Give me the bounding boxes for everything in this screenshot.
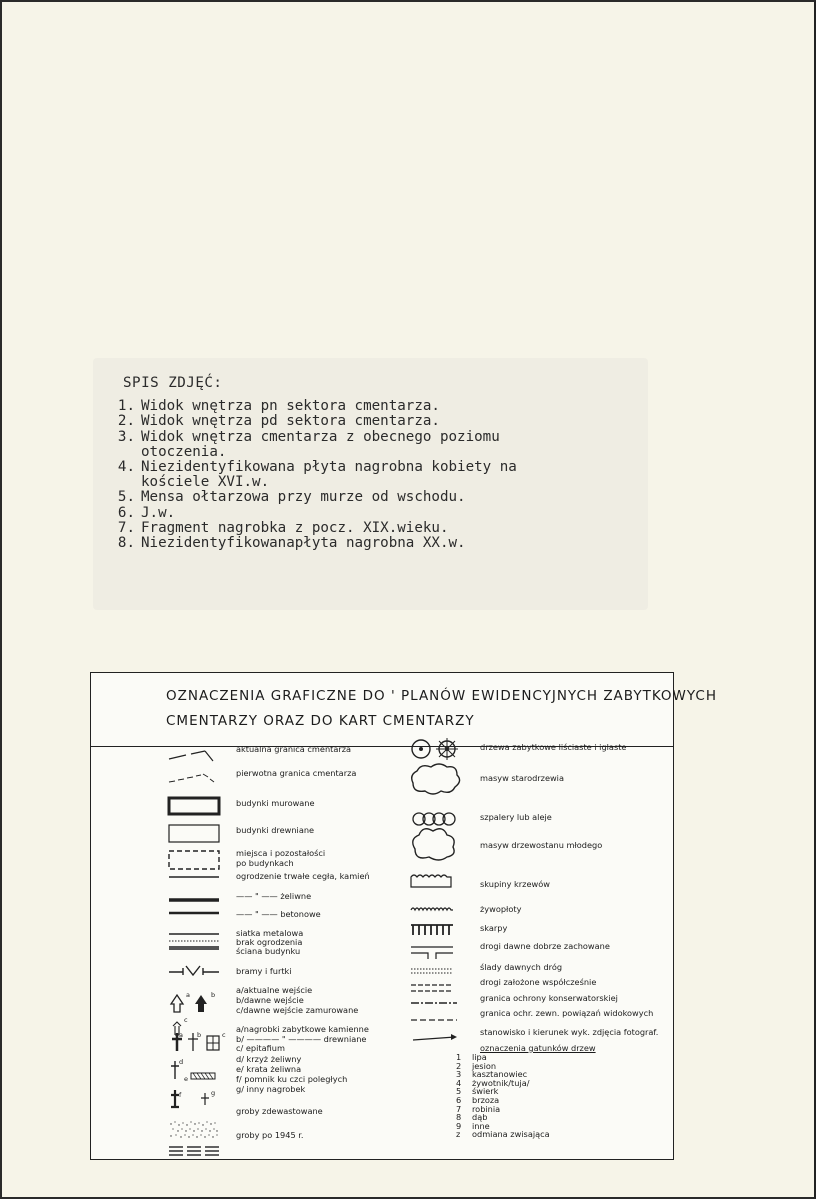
photo-list-item-number: 8. [117, 535, 135, 552]
legend-left-label-4: miejsca i pozostałości [236, 848, 326, 858]
legend-right-label-6: skarpy [480, 923, 508, 933]
entrance-current-icon [171, 995, 183, 1012]
grave-mark-e: e [184, 1075, 188, 1083]
tree-species-row [456, 1079, 550, 1088]
tree-species-name: lipa [472, 1052, 487, 1062]
photo-list-item [117, 489, 643, 506]
legend-left-label-19: d/ krzyż żeliwny [236, 1054, 302, 1064]
legend-left-label-10: brak ogrodzenia [236, 937, 303, 947]
photo-list-item-number: 3. [117, 428, 135, 445]
gates-icon [169, 966, 219, 975]
photo-list-item-number: 5. [117, 489, 135, 506]
legend-left-label-23: groby zdewastowane [236, 1106, 323, 1116]
current-boundary-icon [169, 751, 213, 761]
tree-species-row [456, 1130, 550, 1139]
tree-species-row [456, 1087, 550, 1096]
gate-mark-b: b [211, 991, 216, 999]
legend-right-label-0: drzewa zabytkowe liściaste i iglaste [480, 742, 627, 752]
legend-left-label-12: bramy i furtki [236, 966, 292, 976]
conifer-tree-icon [436, 738, 458, 760]
masonry-building-icon [169, 798, 219, 814]
photo-list-item [117, 428, 643, 445]
legend-left-label-20: e/ krata żeliwna [236, 1064, 302, 1074]
legend-title-line-1: OZNACZENIA GRAFICZNE DO ' PLANÓW EWIDENCYJNYCH ZABYTKOWYCH [166, 688, 717, 704]
tree-species-name: świerk [472, 1086, 499, 1097]
photo-list-item-number: 1. [117, 398, 135, 415]
legend-left-label-1: pierwotna granica cmentarza [236, 768, 357, 778]
legend-left-label-5: po budynkach [236, 858, 294, 868]
grave-mark-f: f [179, 1091, 182, 1099]
legend-left-label-22: g/ inny nagrobek [236, 1084, 306, 1094]
grave-mark-a: a [179, 1031, 183, 1039]
legend-right-label-2: szpalery lub aleje [480, 812, 552, 822]
legend-right-label-9: drogi założone współcześnie [480, 977, 597, 987]
tree-species-number: 1 [456, 1052, 462, 1062]
legend-right-label-1: masyw starodrzewia [480, 773, 564, 783]
other-grave-icon [201, 1093, 209, 1105]
photo-list-item [117, 535, 643, 552]
young-tree-stand-icon [413, 829, 454, 860]
tree-species-number: 2 [456, 1060, 462, 1071]
grave-mark-d: d [179, 1058, 184, 1066]
old-road-icon [411, 947, 453, 959]
tree-species-heading: oznaczenia gatunków drzew [480, 1043, 596, 1053]
photo-list-item-text: Widok wnętrza pd sektora cmentarza. [141, 413, 440, 430]
photo-list-item-text: otoczenia. [141, 443, 227, 460]
tree-species-number: z [456, 1129, 461, 1140]
legend-right-label-4: skupiny krzewów [480, 879, 550, 889]
tree-species-number: 6 [456, 1094, 462, 1105]
photo-list-item [117, 504, 643, 521]
photo-list-item [117, 398, 643, 415]
legend-left-label-7: —— " —— żeliwne [236, 891, 312, 901]
tree-alley-icon [413, 813, 455, 825]
legend-left-label-15: c/dawne wejście zamurowane [236, 1005, 359, 1015]
photo-list-item-number: 6. [117, 504, 135, 521]
legend-right-label-12: stanowisko i kierunek wyk. zdjęcia fotograf. [480, 1027, 659, 1037]
grave-mark-c: c [222, 1031, 226, 1039]
tree-species-number: 5 [456, 1086, 462, 1097]
gate-mark-a: a [186, 991, 190, 999]
photo-list-item [123, 445, 643, 460]
photo-list-item-text: J.w. [141, 504, 176, 521]
shrub-group-icon [411, 875, 451, 887]
photo-list-item-number: 7. [117, 519, 135, 536]
post-1945-graves-icon [169, 1147, 219, 1155]
tree-species-name: dąb [472, 1112, 488, 1123]
original-boundary-icon [169, 774, 214, 782]
photo-list-title: SPIS ZDJĘĆ: [123, 375, 223, 391]
legend-title-line-2: CMENTARZY ORAZ DO KART CMENTARZY [166, 713, 475, 729]
tree-species-name: odmiana zwisająca [472, 1129, 550, 1140]
photo-list-card [93, 358, 648, 610]
tree-species-row [456, 1105, 550, 1114]
tree-species-number: 3 [456, 1069, 462, 1080]
photo-list-item-text: Fragment nagrobka z pocz. XIX.wieku. [141, 519, 449, 536]
grave-mark-g: g [211, 1089, 216, 1097]
legend-left-label-14: b/dawne wejście [236, 995, 304, 1005]
wooden-building-icon [169, 825, 219, 842]
tree-species-number: 4 [456, 1077, 462, 1088]
tree-species-number: 7 [456, 1103, 462, 1114]
legend-left-label-2: budynki murowane [236, 798, 315, 808]
photo-list-item-number: 4. [117, 459, 135, 476]
photo-list-item [117, 459, 643, 476]
legend-left-label-13: a/aktualne wejście [236, 985, 313, 995]
tree-species-name: robinia [472, 1103, 501, 1114]
photo-list-item [117, 413, 643, 430]
tree-species-row [456, 1113, 550, 1122]
legend-right-label-8: ślady dawnych dróg [480, 962, 563, 972]
legend-right-label-5: żywopłoty [480, 904, 522, 914]
iron-cross-icon [171, 1061, 179, 1079]
legend-right-label-11: granica ochr. zewn. powiązań widokowych [480, 1008, 654, 1018]
tree-species-number: 9 [456, 1120, 462, 1131]
tree-species-name: brzoza [472, 1094, 500, 1105]
old-tree-stand-icon [412, 764, 460, 794]
legend-right-label-7: drogi dawne dobrze zachowane [480, 941, 610, 951]
legend-left-label-24: groby po 1945 r. [236, 1130, 304, 1140]
hedge-icon [411, 908, 453, 910]
tree-species-number: 8 [456, 1112, 462, 1123]
photo-list-item [117, 519, 643, 536]
ruins-icon [169, 851, 219, 869]
monument-icon [171, 1090, 182, 1107]
tree-species-name: inne [472, 1120, 490, 1131]
photo-list-item-text: Niezidentyfikowana płyta nagrobna kobiety na [141, 459, 517, 476]
grave-mark-b: b [197, 1031, 202, 1039]
legend-left-label-21: f/ pomnik ku czci poległych [236, 1074, 348, 1084]
gate-mark-c: c [184, 1016, 188, 1024]
legend-left-symbols [161, 745, 221, 1165]
tree-species-row [456, 1096, 550, 1105]
legend-left-label-17: b/ ———— " ———— drewniane [236, 1034, 367, 1044]
tree-species-name: kasztanowiec [472, 1069, 528, 1080]
legend-left-label-6: ogrodzenie trwałe cegła, kamień [236, 871, 370, 881]
photo-list-item-number [115, 445, 141, 460]
photo-list-item-number: 2. [117, 413, 135, 430]
photo-list-item-text: Widok wnętrza cmentarza z obecnego poziomu [141, 428, 500, 445]
legend-card [90, 672, 717, 1160]
photo-list-item-text: Widok wnętrza pn sektora cmentarza. [141, 398, 440, 415]
tree-species-row [456, 1053, 550, 1062]
photo-list-items [117, 398, 643, 552]
photo-list-item-number [115, 475, 141, 490]
photo-list-item [123, 475, 643, 490]
legend-left-label-18: c/ epitafium [236, 1043, 285, 1053]
photo-position-icon [413, 1034, 457, 1040]
entrance-former-icon [195, 995, 207, 1012]
tree-species-name: jesion [472, 1060, 497, 1071]
building-wall-icon [169, 946, 219, 950]
legend-left-label-0: aktualna granica cmentarza [236, 744, 352, 754]
devastated-graves-icon [170, 1121, 217, 1137]
legend-left-label-3: budynki drewniane [236, 825, 315, 835]
tree-species-name: żywotnik/tuja/ [472, 1077, 530, 1088]
legend-right-symbols [401, 735, 471, 1055]
photo-list [117, 375, 643, 552]
legend-header [91, 673, 717, 747]
tree-species-list [456, 1053, 550, 1139]
legend-left-label-8: —— " —— betonowe [236, 909, 321, 919]
legend-right-label-10: granica ochrony konserwatorskiej [480, 993, 618, 1003]
photo-list-item-text: kościele XVI.w. [141, 474, 270, 491]
escarpment-icon [411, 925, 453, 935]
legend-left-label-16: a/nagrobki zabytkowe kamienne [236, 1024, 369, 1034]
photo-list-item-text: Niezidentyfikowanapłyta nagrobna XX.w. [141, 535, 466, 552]
legend-right-label-3: masyw drzewostanu młodego [480, 840, 603, 850]
legend-left-label-9: siatka metalowa [236, 928, 304, 938]
legend-left-label-11: ściana budynku [236, 946, 301, 956]
photo-list-item-text: Mensa ołtarzowa przy murze od wschodu. [141, 489, 466, 506]
